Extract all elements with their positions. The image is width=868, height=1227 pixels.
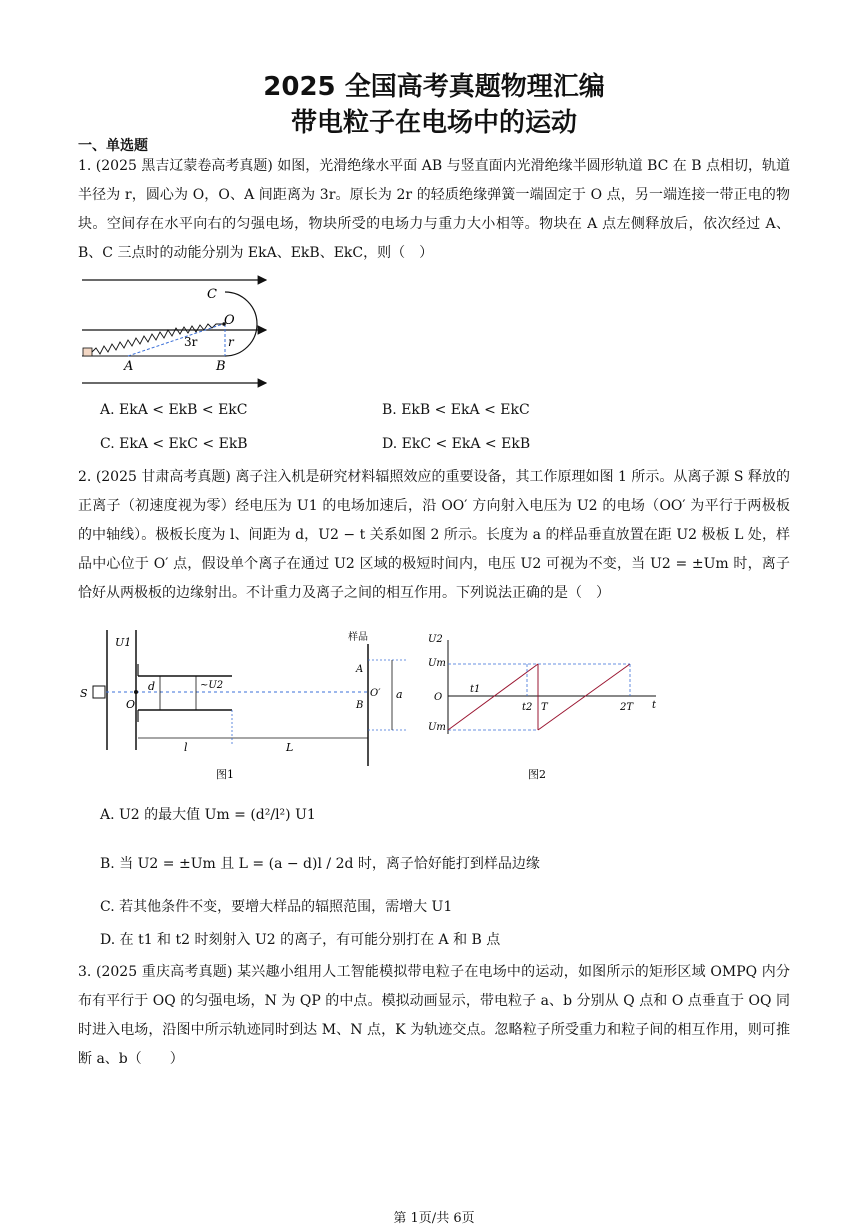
caption-fig2: 图2	[528, 768, 546, 781]
q2-option-d: D. 在 t1 和 t2 时刻射入 U2 的离子，有可能分别打在 A 和 B 点	[100, 932, 501, 948]
q2-option-b: B. 当 U2 = ±Um 且 L = (a − d)l / 2d 时，离子恰好能打到样品边缘	[100, 856, 540, 872]
ramp-2	[538, 664, 630, 730]
q1-option-b: B. EkB < EkA < EkC	[382, 402, 530, 418]
question-1-text: 1. (2025 黑吉辽蒙卷高考真题) 如图，光滑绝缘水平面 AB 与竖直面内光滑绝缘半圆形轨道 BC 在 B 点相切，轨道半径为 r，圆心为 O，O、A 间距离为 3r。原长为 2r 的轻质绝缘弹簧一端固定于 O 点，另一端连接一带正电的物块。空间存在水平向右的匀强电场，物块所受的电场力与重力大小相等。物块在 A 点左侧释放后，依次经过 A、B、C 三点时的动能分别为 EkA、EkB、EkC，则（ ）	[78, 158, 790, 261]
label-origin: O	[434, 692, 443, 703]
label-t2: t2	[522, 702, 533, 713]
q1-option-d: D. EkC < EkA < EkB	[382, 436, 531, 452]
label-um-bottom: Um	[428, 722, 446, 733]
label-d: d	[148, 680, 156, 693]
ramp-1	[448, 664, 538, 730]
label-um-top: Um	[428, 658, 446, 669]
label-2T: 2T	[620, 702, 634, 713]
ion-source	[93, 686, 105, 698]
label-t1: t1	[470, 684, 481, 695]
label-T: T	[541, 702, 548, 713]
label-l: l	[184, 741, 188, 754]
label-sample: 样品	[348, 632, 368, 643]
label-r: r	[228, 335, 234, 349]
label-a-len: a	[396, 688, 403, 701]
label-s: S	[80, 687, 88, 700]
question-1-figure	[80, 272, 275, 390]
label-u1: U1	[115, 636, 132, 649]
label-o: O	[126, 698, 136, 711]
label-b: B	[216, 359, 226, 374]
label-o-prime: O′	[370, 688, 381, 699]
q2-option-c: C. 若其他条件不变，要增大样品的辐照范围，需增大 U1	[100, 899, 453, 915]
page-footer: 第 1页/共 6页	[393, 1211, 475, 1226]
label-u2-axis: U2	[428, 634, 443, 645]
label-L: L	[286, 741, 294, 754]
label-o: O	[224, 313, 235, 328]
spring	[92, 324, 222, 354]
label-3r: 3r	[184, 335, 198, 349]
title-line-1: 2025 全国高考真题物理汇编	[263, 72, 605, 102]
q1-option-c: C. EkA < EkC < EkB	[100, 436, 248, 452]
point-o	[134, 690, 138, 694]
caption-fig1: 图1	[216, 768, 234, 781]
section-heading: 一、单选题	[78, 138, 148, 154]
question-3-text: 3. (2025 重庆高考真题) 某兴趣小组用人工智能模拟带电粒子在电场中的运动，如图所示的矩形区域 OMPQ 内分布有平行于 OQ 的匀强电场，N 为 QP 的中点。模拟动画显示，带电粒子 a、b 分别从 Q 点和 O 点垂直于 OQ 同时进入电场，沿图中所示轨迹同时到达 M、N 点，K 为轨迹交点。忽略粒子所受重力和粒子间的相互作用，则可推断 a、b（ ）	[78, 964, 790, 1067]
title-line-2: 带电粒子在电场中的运动	[290, 108, 577, 138]
label-t-axis: t	[652, 700, 657, 711]
block	[83, 348, 92, 356]
label-c: C	[207, 287, 217, 302]
q2-option-a: A. U2 的最大值 Um = (d²/l²) U1	[100, 807, 316, 823]
label-point-b: B	[356, 700, 364, 711]
question-2-figure-1	[76, 626, 416, 786]
label-point-a: A	[356, 664, 364, 675]
label-a: A	[124, 359, 134, 374]
label-u2: ~U2	[200, 680, 224, 691]
question-2-text: 2. (2025 甘肃高考真题) 离子注入机是研究材料辐照效应的重要设备，其工作原理如图 1 所示。从离子源 S 释放的正离子（初速度视为零）经电压为 U1 的电场加速后，沿 OO′ 方向射入电压为 U2 的电场（OO′ 为平行于两极板的中轴线）。极板长度为 l、间距为 d，U2 − t 关系如图 2 所示。长度为 a 的样品垂直放置在距 U2 极板 L 处，样品中心位于 O′ 点，假设单个离子在通过 U2 区域的极短时间内，电压 U2 可视为不变，当 U2 = ±Um 时，离子恰好从两极板的边缘射出。不计重力及离子之间的相互作用。下列说法正确的是（ ）	[78, 469, 790, 601]
question-2-figure-2	[424, 626, 664, 786]
q1-option-a: A. EkA < EkB < EkC	[100, 402, 248, 418]
